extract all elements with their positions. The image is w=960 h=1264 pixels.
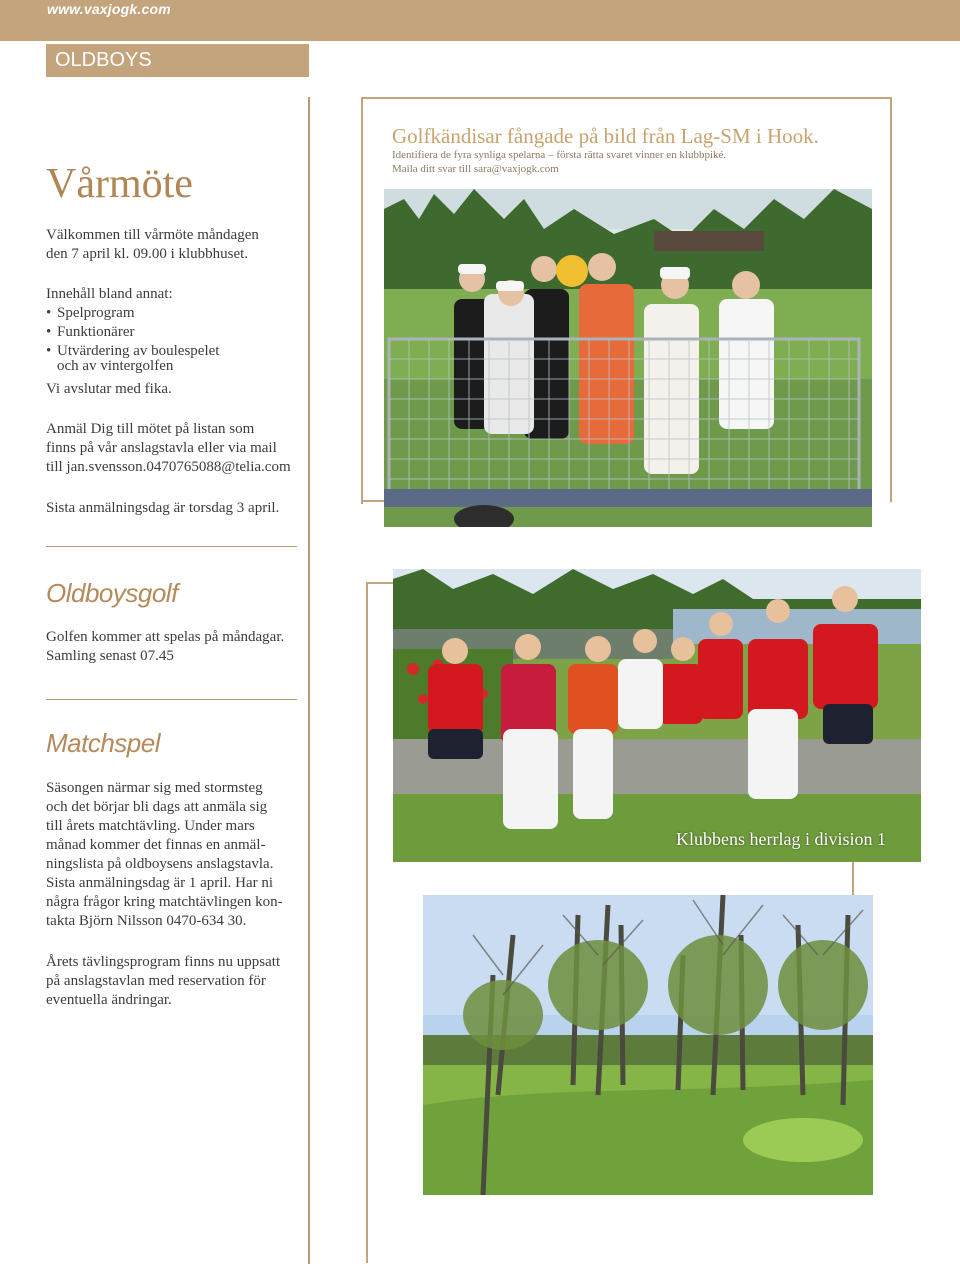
matchspel-line: ningslista på oldboysens anslagstavla. xyxy=(46,856,274,872)
column-divider xyxy=(308,97,310,1264)
photo1-frame-left xyxy=(361,97,363,504)
varmote-intro xyxy=(46,226,306,264)
photo2-frame-left xyxy=(366,582,368,1263)
signup-line: finns på vår anslagstavla eller via mail xyxy=(46,440,277,456)
signup-line: Anmäl Dig till mötet på listan som xyxy=(46,421,255,437)
photo1-caption-line: Identifiera de fyra synliga spelarna – första rätta svaret vinner en klubbpiké. xyxy=(392,149,727,161)
agenda-item: • Spelprogram xyxy=(46,304,306,323)
photo2-frame-top xyxy=(366,582,394,584)
signup-line: till jan.svensson.0470765088@telia.com xyxy=(46,459,291,475)
matchspel-line: några frågor kring matchtävlingen kon- xyxy=(46,894,283,910)
photo-team xyxy=(393,569,921,862)
site-url[interactable]: www.vaxjogk.com xyxy=(47,1,171,17)
matchspel-line: takta Björn Nilsson 0470-634 30. xyxy=(46,913,247,929)
photo1-caption-sub xyxy=(392,148,726,176)
closing-line: Vi avslutar med fika. xyxy=(46,381,172,397)
agenda-item-cont: och av vintergolfen xyxy=(57,358,174,374)
photo1-caption-title: Golfkändisar fångade på bild från Lag-SM i Hook. xyxy=(392,124,819,148)
signup-text xyxy=(46,420,308,477)
section-tab xyxy=(46,44,309,77)
intro-line: Välkommen till vårmöte måndagen xyxy=(46,227,259,243)
photo-golf-course xyxy=(423,895,873,1195)
section-divider xyxy=(46,546,297,547)
agenda-item: • Utvärdering av boulespelet xyxy=(46,342,306,361)
matchspel-text xyxy=(46,779,308,931)
agenda-list xyxy=(46,304,306,361)
oldboysgolf-heading: Oldboysgolf xyxy=(46,578,178,608)
matchspel-line: Sista anmälningsdag är 1 april. Har ni xyxy=(46,875,274,891)
intro-line: den 7 april kl. 09.00 i klubbhuset. xyxy=(46,246,249,262)
section-divider xyxy=(46,699,297,700)
agenda-item: • Funktionärer xyxy=(46,323,306,342)
photo1-frame-bottom xyxy=(361,500,385,502)
matchspel-line: och det börjar bli dags att anmäla sig xyxy=(46,799,268,815)
program-text xyxy=(46,953,308,1010)
matchspel-heading: Matchspel xyxy=(46,728,160,758)
program-line: på anslagstavlan med reservation för xyxy=(46,973,266,989)
oldboysgolf-line: Golfen kommer att spelas på måndagar. xyxy=(46,629,285,645)
section-title: OLDBOYS xyxy=(55,49,152,71)
deadline-text: Sista anmälningsdag är torsdag 3 april. xyxy=(46,500,280,516)
photo2-caption: Klubbens herrlag i division 1 xyxy=(676,829,886,849)
program-line: eventuella ändringar. xyxy=(46,992,172,1008)
varmote-heading: Vårmöte xyxy=(46,161,193,207)
oldboysgolf-line: Samling senast 07.45 xyxy=(46,648,174,664)
matchspel-line: månad kommer det finnas en anmäl- xyxy=(46,837,266,853)
photo1-caption-line: Maila ditt svar till sara@vaxjogk.com xyxy=(392,163,559,175)
agenda-heading: Innehåll bland annat: xyxy=(46,286,173,302)
agenda xyxy=(46,285,306,399)
matchspel-line: Säsongen närmar sig med stormsteg xyxy=(46,780,263,796)
photo-golfers-trailer xyxy=(384,189,872,527)
program-line: Årets tävlingsprogram finns nu uppsatt xyxy=(46,954,281,970)
photo2-frame-right xyxy=(852,860,854,900)
matchspel-line: till årets matchtävling. Under mars xyxy=(46,818,255,834)
oldboysgolf-text xyxy=(46,628,308,666)
